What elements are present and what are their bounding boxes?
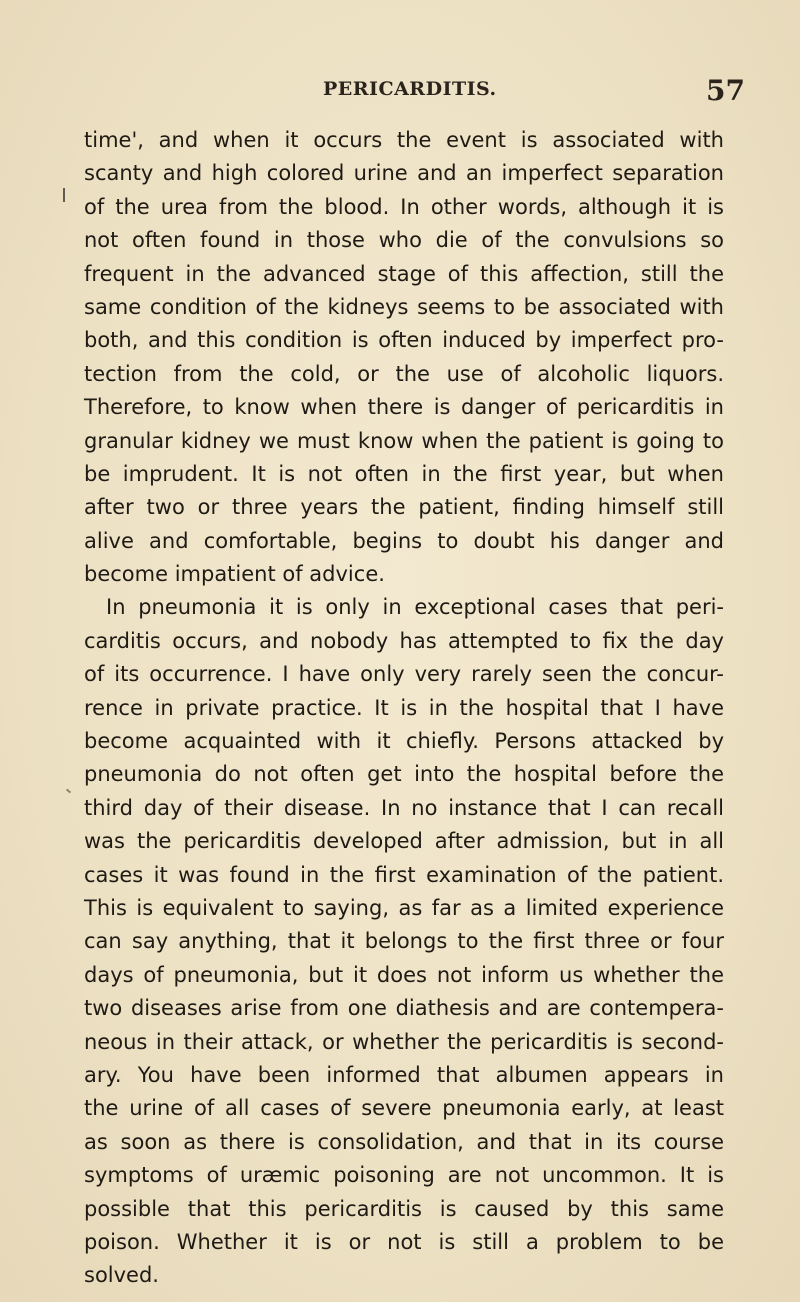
text-line: as soon as there is consolidation, and that in its course [84,1129,724,1154]
margin-mark [66,789,71,794]
text-line: time', and when it occurs the event is associated with [84,128,724,152]
text-line: frequent in the advanced stage of this affection, still the [84,261,724,286]
text-line: days of pneumonia, but it does not inform us whether the [84,962,724,987]
text-line: alive and comfortable, begins to doubt his danger and [84,528,724,553]
text-line: rence in private practice. It is in the hospital that I have [84,695,724,720]
text-line: become acquainted with it chiefly. Persons attacked by [84,729,724,754]
text-line: Therefore, to know when there is danger of pericarditis in [84,395,724,420]
text-line: same condition of the kidneys seems to be associated with [84,294,724,319]
text-line: possible that this pericarditis is caused by this same [84,1196,724,1221]
text-line: of the urea from the blood. In other words, although it is [84,194,724,219]
text-line: can say anything, that it belongs to the first three or four [84,929,724,954]
text-line: This is equivalent to saying, as far as a limited experience [84,895,724,920]
margin-mark [63,188,65,202]
running-head [0,74,800,114]
text-line: tection from the cold, or the use of alcoholic liquors. [84,361,724,386]
text-line: symptoms of uræmic poisoning are not uncommon. It is [84,1163,724,1188]
running-title: PERICARDITIS. [323,78,497,100]
text-line: be imprudent. It is not often in the first year, but when [84,461,724,486]
text-line: become impatient of advice. [84,562,385,587]
text-line: the urine of all cases of severe pneumonia early, at least [84,1096,724,1121]
text-line: carditis occurs, and nobody has attempted to fix the day [84,628,724,653]
text-line: scanty and high colored urine and an imperfect separation [84,161,724,186]
text-line: after two or three years the patient, finding himself still [84,495,724,520]
text-line: cases it was found in the first examination of the patient. [84,862,724,887]
text-line: poison. Whether it is or not is still a problem to be [84,1229,724,1254]
text-line: pneumonia do not often get into the hospital before the [84,762,724,787]
text-line: In pneumonia it is only in exceptional cases that peri- [106,595,724,620]
text-line: was the pericarditis developed after admission, but in all [84,829,724,854]
text-line: solved. [84,1263,159,1288]
text-line: granular kidney we must know when the patient is going to [84,428,724,453]
text-line: of its occurrence. I have only very rarely seen the concur- [84,662,724,687]
body-text [84,124,724,1293]
text-line: not often found in those who die of the convulsions so [84,228,724,253]
text-line: two diseases arise from one diathesis and are contempera- [84,996,724,1021]
text-line: third day of their disease. In no instance that I can recall [84,795,724,820]
page-number: 57 [706,74,745,107]
text-line: both, and this condition is often induced by imperfect pro- [84,328,724,353]
text-line: ary. You have been informed that albumen appears in [84,1062,724,1087]
text-line: neous in their attack, or whether the pericarditis is second- [84,1029,724,1054]
